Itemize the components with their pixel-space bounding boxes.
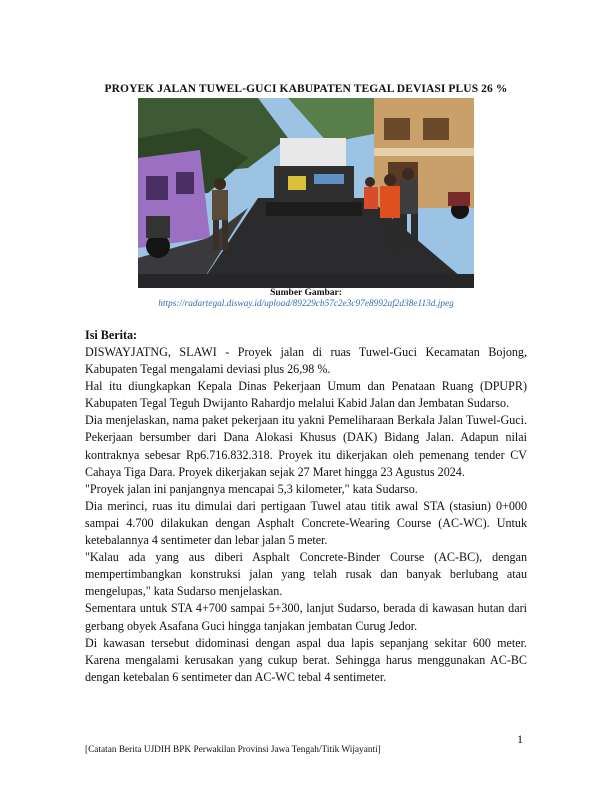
paragraph: Dia menjelaskan, nama paket pekerjaan itu yakni Pemeliharaan Berkala Jalan Tuwel-Guci. Pekerjaan bersumber dari Dana Alokasi Khusus (DAK) Bidang Jalan. Adapun nilai kontraknya sebesar Rp6.716.832.318. Proyek itu dikerjakan oleh pemenang tender CV Cahaya Tiga Dara. Proyek dikerjakan sejak 27 Maret hingga 23 Agustus 2024. — [85, 413, 527, 479]
image-source-link[interactable]: https://radartegal.disway.id/upload/89229cb57c2e3c97e8992af2d38e113d.jpeg — [158, 299, 454, 309]
road-works-illustration — [138, 98, 474, 288]
document-title: PROYEK JALAN TUWEL-GUCI KABUPATEN TEGAL DEVIASI PLUS 26 % — [104, 83, 508, 95]
paragraph: "Kalau ada yang aus diberi Asphalt Concrete-Binder Course (AC-BC), dengan mempertimbangkan konstruksi jalan yang telah rusak dan banyak berlubang atau mengelupas," kata Sudarso menjelaskan. — [85, 550, 527, 599]
page-number: 1 — [517, 732, 523, 746]
paragraph: Dia merinci, ruas itu dimulai dari pertigaan Tuwel atau titik awal STA (stasiun) 0+000 sampai 4.700 dilakukan dengan Asphalt Concrete-Wearing Course (AC-WC). Untuk ketebalannya 4 sentimeter dan lebar jalan 5 meter. — [85, 498, 527, 548]
paragraph: Sementara untuk STA 4+700 sampai 5+300, lanjut Sudarso, berada di kawasan hutan dari gerbang obyek Asafana Guci hingga tanjakan jembatan Curug Jedor. — [85, 601, 527, 633]
paragraph: DISWAYJATNG, SLAWI - Proyek jalan di ruas Tuwel-Guci Kecamatan Bojong, Kabupaten Tegal mengalami deviasi plus 26,98 %. — [85, 345, 527, 377]
image-caption-label: Sumber Gambar: — [270, 288, 342, 298]
news-photo — [138, 98, 474, 288]
article-body — [85, 327, 527, 686]
footer-note: [Catatan Berita UJDIH BPK Perwakilan Provinsi Jawa Tengah/Titik Wijayanti] — [85, 745, 381, 755]
paragraph: Di kawasan tersebut didominasi dengan aspal dua lapis sepanjang sekitar 600 meter. Karena mengalami kerusakan yang cukup berat. Sehingga harus menggunakan AC-BC dengan ketebalan 6 sentimeter dan AC-WC tebal 4 sentimeter. — [85, 635, 527, 684]
paragraph: Hal itu diungkapkan Kepala Dinas Pekerjaan Umum dan Penataan Ruang (DPUPR) Kabupaten Tegal Teguh Dwijanto Rahardjo melalui Kabid Jalan dan Jembatan Sudarso. — [85, 379, 527, 411]
paragraph: "Proyek jalan ini panjangnya mencapai 5,3 kilometer," kata Sudarso. — [85, 481, 418, 496]
section-heading: Isi Berita: — [85, 328, 138, 342]
